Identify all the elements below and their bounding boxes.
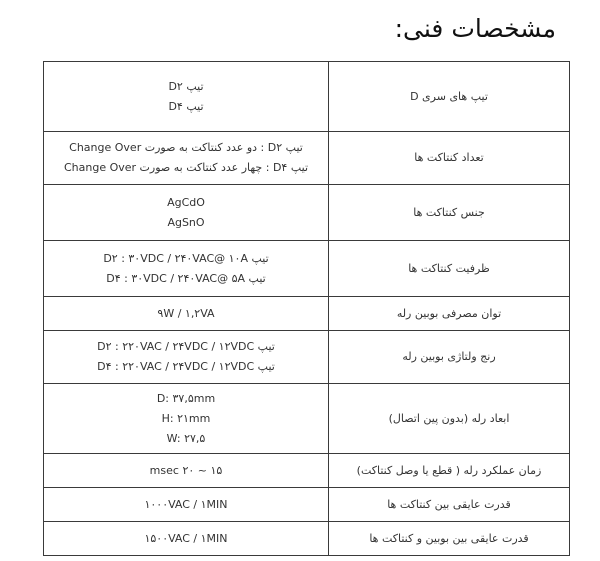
value-line: تیپ D۴ : ۳۰VDC / ۲۴۰VAC@ ۵A — [106, 271, 266, 285]
value-cell — [44, 522, 329, 556]
value-cell — [44, 384, 329, 454]
value-cell — [44, 488, 329, 522]
value-cell — [44, 331, 329, 384]
value-line: تیپ D۲ : ۳۰VDC / ۲۴۰VAC@ ۱۰A — [103, 251, 269, 265]
value-line: H: ۲۱mm — [161, 411, 211, 425]
value-cell — [44, 241, 329, 297]
value-cell — [44, 297, 329, 331]
table-row — [44, 488, 570, 522]
value-line: تیپ D۴ — [168, 99, 204, 113]
value-cell — [44, 185, 329, 241]
table-row — [44, 384, 570, 454]
value-line: D: ۳۷,۵mm — [156, 391, 216, 405]
value-cell — [44, 132, 329, 185]
value-line: تیپ D۴ : ۲۲۰VAC / ۲۴VDC / ۱۲VDC — [97, 360, 275, 373]
label-cell: تعداد کنتاکت ها — [329, 132, 570, 185]
table-row — [44, 454, 570, 488]
label-cell: جنس کنتاکت ها — [329, 185, 570, 241]
table-row — [44, 185, 570, 241]
label-cell: تیپ های سری D — [329, 62, 570, 132]
table-row — [44, 241, 570, 297]
value-line: تیپ D۲ : ۲۲۰VAC / ۲۴VDC / ۱۲VDC — [97, 340, 275, 353]
label-cell: ظرفیت کنتاکت ها — [329, 241, 570, 297]
label-cell: قدرت عایقی بین کنتاکت ها — [329, 488, 570, 522]
value-line: ۹W / ۱,۲VA — [157, 306, 215, 320]
table-row — [44, 522, 570, 556]
value-line: ۱۵۰۰VAC / ۱MIN — [144, 531, 228, 545]
label-cell: قدرت عایقی بین بوبین و کنتاکت ها — [329, 522, 570, 556]
spec-table — [43, 61, 570, 556]
value-line: AgSnO — [167, 215, 205, 229]
table-row — [44, 132, 570, 185]
value-line: ۱۵ ~ ۲۰ msec — [149, 463, 223, 477]
value-cell — [44, 454, 329, 488]
value-line: تیپ D۲ : دو عدد کنتاکت به صورت Change Over — [69, 141, 303, 154]
label-cell: زمان عملکرد رله ( قطع یا وصل کنتاکت) — [329, 454, 570, 488]
value-line: AgCdO — [167, 195, 205, 209]
label-cell: توان مصرفی بوبین رله — [329, 297, 570, 331]
value-cell — [44, 62, 329, 132]
value-line: تیپ D۴ : چهار عدد کنتاکت به صورت Change Over — [63, 161, 309, 174]
table-row — [44, 331, 570, 384]
value-line: ۱۰۰۰VAC / ۱MIN — [144, 497, 228, 511]
label-cell: ابعاد رله (بدون پین اتصال) — [329, 384, 570, 454]
table-row — [44, 297, 570, 331]
table-row — [44, 62, 570, 132]
value-line: W: ۲۷,۵ — [166, 431, 206, 445]
label-cell: رنج ولتاژی بوبین رله — [329, 331, 570, 384]
value-line: تیپ D۲ — [168, 79, 204, 93]
page-title: مشخصات فنی: — [394, 14, 556, 43]
